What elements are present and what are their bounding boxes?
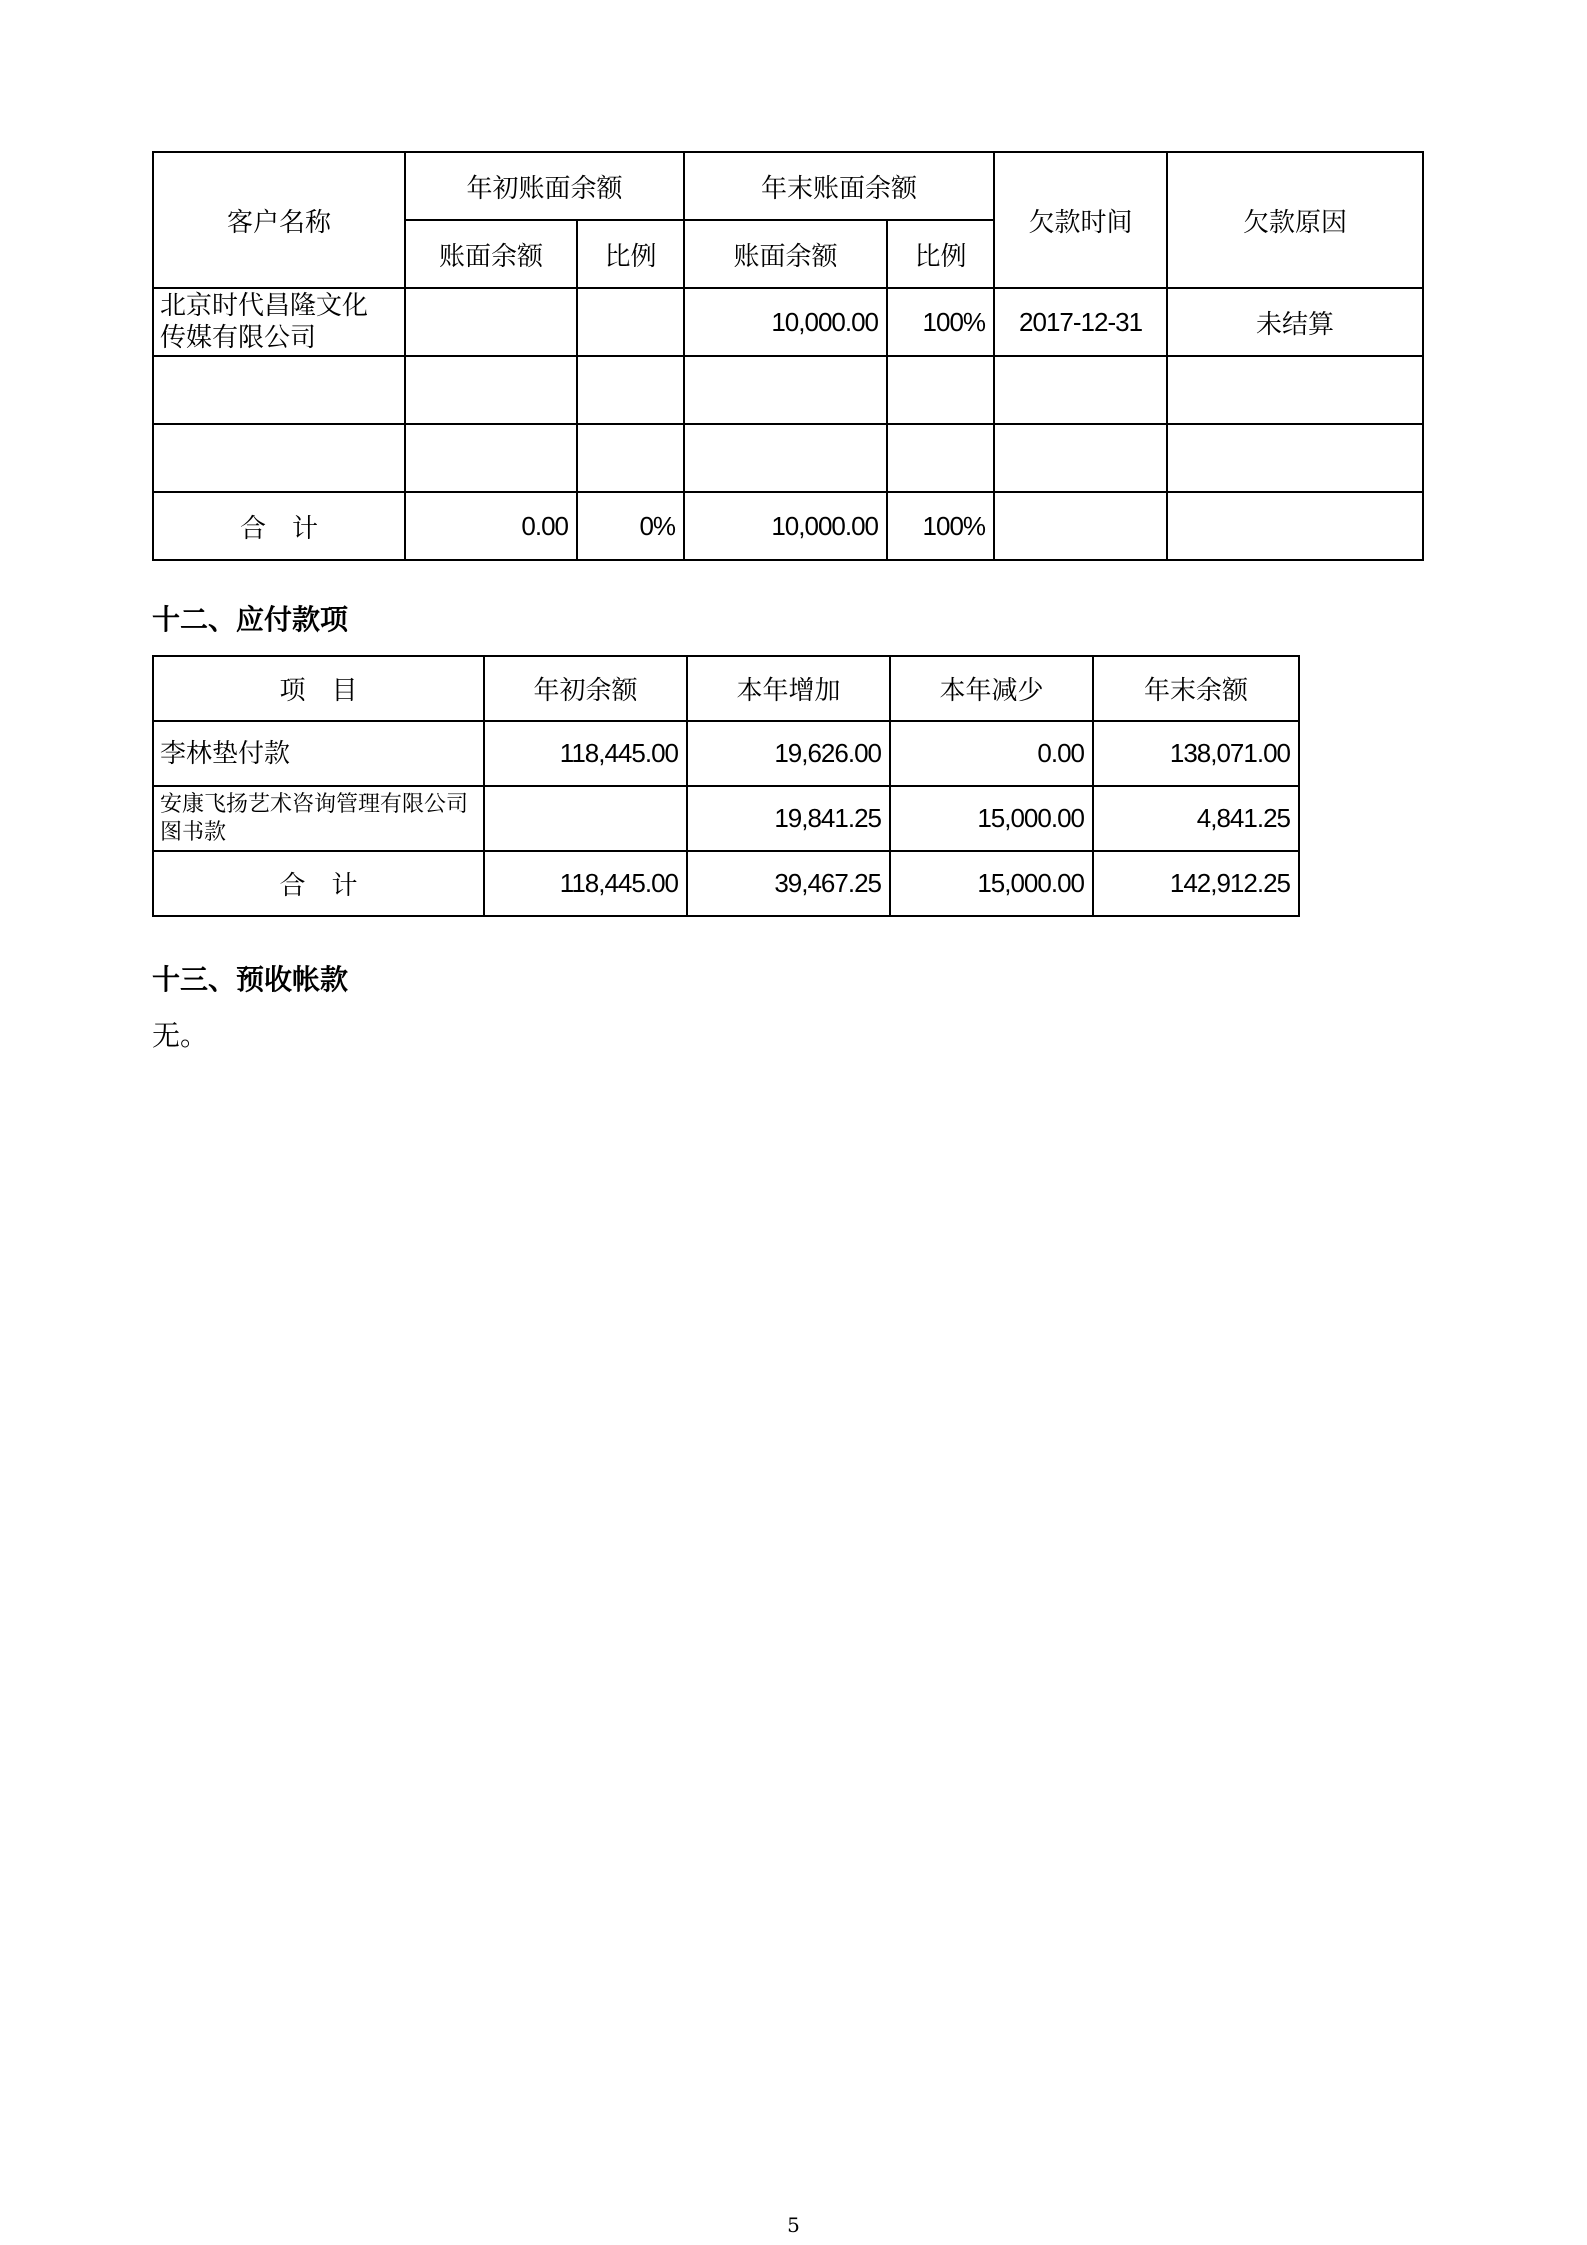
- header-closing-balance: 年末余额: [1093, 656, 1299, 721]
- total-opening-ratio: 0%: [577, 492, 684, 560]
- section-12-title: 十二、应付款项: [152, 603, 349, 636]
- total-year-decrease: 15,000.00: [890, 851, 1093, 916]
- header-year-increase: 本年增加: [687, 656, 890, 721]
- cell-closing-balance: 10,000.00: [684, 288, 887, 356]
- table-row: [153, 786, 1299, 851]
- table-header-row: [153, 152, 1423, 220]
- table-row: [153, 288, 1423, 356]
- section-13-title: 十三、预收帐款: [152, 963, 349, 996]
- cell-item: 安康飞扬艺术咨询管理有限公司图书款: [153, 786, 484, 851]
- header-opening-ratio: 比例: [577, 220, 684, 288]
- total-opening-balance: 0.00: [405, 492, 577, 560]
- cell-opening-balance: 118,445.00: [484, 721, 687, 786]
- cell-closing-balance: 4,841.25: [1093, 786, 1299, 851]
- cell-opening-balance: [484, 786, 687, 851]
- cell-closing-balance: 138,071.00: [1093, 721, 1299, 786]
- table-header-row: [153, 656, 1299, 721]
- total-closing-balance: 10,000.00: [684, 492, 887, 560]
- table-row: [153, 721, 1299, 786]
- cell-overdue-reason: 未结算: [1167, 288, 1423, 356]
- receivables-table: [152, 151, 1424, 561]
- table-row-empty: [153, 424, 1423, 492]
- cell-year-decrease: 0.00: [890, 721, 1093, 786]
- cell-year-increase: 19,841.25: [687, 786, 890, 851]
- cell-opening-ratio: [577, 288, 684, 356]
- table-row-empty: [153, 356, 1423, 424]
- total-closing-balance: 142,912.25: [1093, 851, 1299, 916]
- cell-year-decrease: 15,000.00: [890, 786, 1093, 851]
- header-opening-book-balance: 账面余额: [405, 220, 577, 288]
- payables-table: [152, 655, 1300, 917]
- cell-opening-balance: [405, 288, 577, 356]
- total-year-increase: 39,467.25: [687, 851, 890, 916]
- total-closing-ratio: 100%: [887, 492, 994, 560]
- header-opening-balance-group: 年初账面余额: [405, 152, 684, 220]
- cell-item: 李林垫付款: [153, 721, 484, 786]
- table-total-row: [153, 851, 1299, 916]
- header-closing-balance-group: 年末账面余额: [684, 152, 994, 220]
- cell-overdue-time: 2017-12-31: [994, 288, 1167, 356]
- header-opening-balance: 年初余额: [484, 656, 687, 721]
- cell-year-increase: 19,626.00: [687, 721, 890, 786]
- table-total-row: [153, 492, 1423, 560]
- page-number: 5: [787, 2213, 800, 2237]
- header-item: 项 目: [153, 656, 484, 721]
- cell-customer-name: [153, 288, 405, 356]
- header-overdue-time: 欠款时间: [994, 152, 1167, 288]
- customer-name-line2: 传媒有限公司: [160, 323, 317, 353]
- section-13-text: 无。: [152, 1019, 209, 1052]
- total-opening-balance: 118,445.00: [484, 851, 687, 916]
- cell-closing-ratio: 100%: [887, 288, 994, 356]
- total-label: 合 计: [153, 492, 405, 560]
- header-overdue-reason: 欠款原因: [1167, 152, 1423, 288]
- header-closing-book-balance: 账面余额: [684, 220, 887, 288]
- header-customer-name: 客户名称: [153, 152, 405, 288]
- customer-name-line1: 北京时代昌隆文化: [160, 291, 369, 321]
- total-label: 合 计: [153, 851, 484, 916]
- header-closing-ratio: 比例: [887, 220, 994, 288]
- header-year-decrease: 本年减少: [890, 656, 1093, 721]
